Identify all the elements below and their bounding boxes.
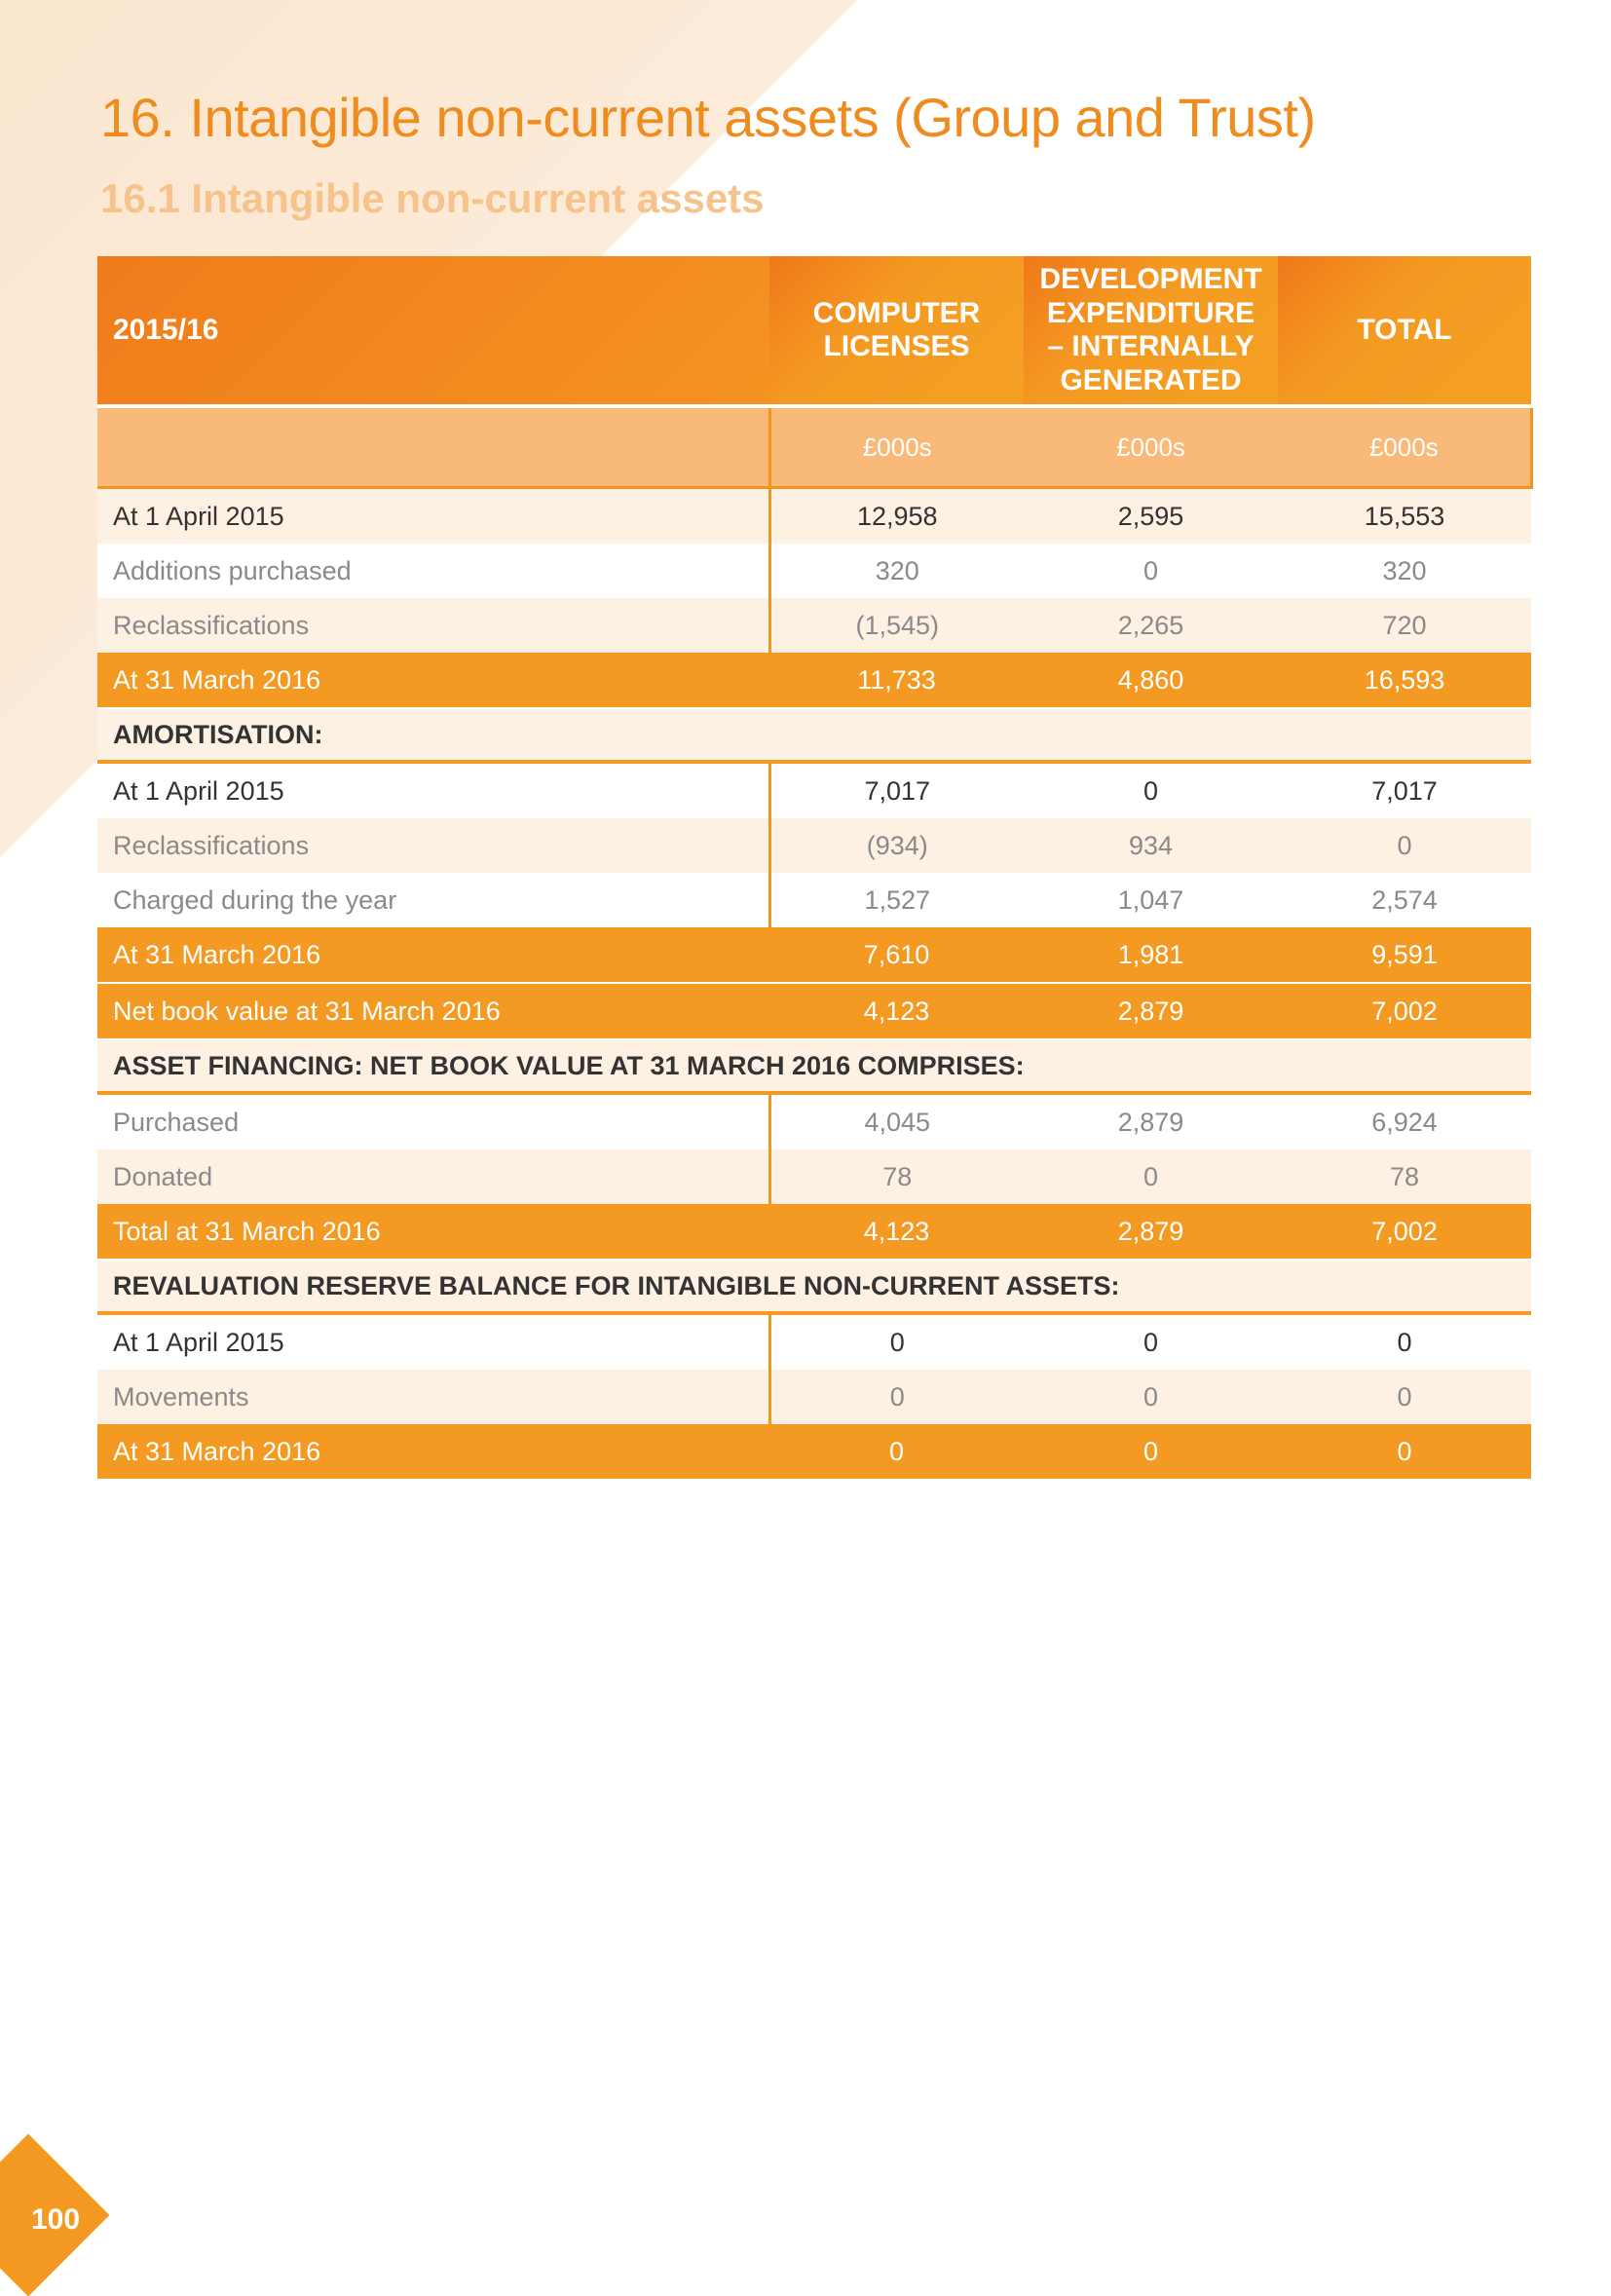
- cell-development: 4,860: [1024, 653, 1278, 708]
- cell-total: 9,591: [1278, 927, 1531, 983]
- cell-total: 7,002: [1278, 983, 1531, 1039]
- cell-development: 0: [1024, 762, 1278, 818]
- cell-development: 934: [1024, 818, 1278, 873]
- cell-total: 0: [1278, 818, 1531, 873]
- cell-development: 2,879: [1024, 1204, 1278, 1260]
- cell-computer-licenses: 4,123: [769, 1204, 1024, 1260]
- table-row: [97, 598, 1531, 653]
- row-label: At 1 April 2015: [97, 762, 769, 818]
- section-heading-revaluation-reserve: REVALUATION RESERVE BALANCE FOR INTANGIBLE NON-CURRENT ASSETS:: [97, 1260, 1531, 1313]
- cell-development: 1,981: [1024, 927, 1278, 983]
- cell-development: 1,047: [1024, 873, 1278, 927]
- cell-computer-licenses: (934): [769, 818, 1024, 873]
- row-label: At 1 April 2015: [97, 488, 769, 545]
- cell-total: 15,553: [1278, 488, 1531, 545]
- cell-total: 320: [1278, 544, 1531, 598]
- cell-total: 78: [1278, 1149, 1531, 1204]
- cell-total: 6,924: [1278, 1093, 1531, 1149]
- section-heading-amortisation: AMORTISATION:: [97, 708, 1531, 762]
- page-number: 100: [31, 2203, 81, 2236]
- cell-computer-licenses: (1,545): [769, 598, 1024, 653]
- row-label: Reclassifications: [97, 598, 769, 653]
- subtotal-row: [97, 653, 1531, 708]
- section-heading-row: [97, 1260, 1531, 1313]
- cell-development: 0: [1024, 1370, 1278, 1424]
- cell-computer-licenses: 78: [769, 1149, 1024, 1204]
- cell-computer-licenses: 0: [769, 1424, 1024, 1480]
- row-label: Additions purchased: [97, 544, 769, 598]
- table-row: [97, 818, 1531, 873]
- cell-total: 7,002: [1278, 1204, 1531, 1260]
- cell-computer-licenses: 0: [769, 1370, 1024, 1424]
- table-row: [97, 1370, 1531, 1424]
- cell-total: 0: [1278, 1313, 1531, 1370]
- cell-computer-licenses: 7,017: [769, 762, 1024, 818]
- cell-development: 0: [1024, 1149, 1278, 1204]
- table-row: [97, 873, 1531, 927]
- cell-computer-licenses: 4,045: [769, 1093, 1024, 1149]
- section-heading-row: [97, 1039, 1531, 1093]
- row-label: Donated: [97, 1149, 769, 1204]
- development-expenditure-header: DEVELOPMENT EXPENDITURE – INTERNALLY GENERATED: [1024, 256, 1278, 406]
- row-label: Net book value at 31 March 2016: [97, 983, 769, 1039]
- row-label: At 31 March 2016: [97, 1424, 769, 1480]
- units-row: [97, 406, 1531, 488]
- cell-total: 2,574: [1278, 873, 1531, 927]
- cell-total: 720: [1278, 598, 1531, 653]
- cell-development: 2,265: [1024, 598, 1278, 653]
- computer-licenses-header: COMPUTER LICENSES: [769, 256, 1024, 406]
- row-label: Purchased: [97, 1093, 769, 1149]
- row-label: At 1 April 2015: [97, 1313, 769, 1370]
- cell-total: 0: [1278, 1424, 1531, 1480]
- row-label: At 31 March 2016: [97, 927, 769, 983]
- subtotal-row: [97, 927, 1531, 983]
- total-header: TOTAL: [1278, 256, 1531, 406]
- row-label: Total at 31 March 2016: [97, 1204, 769, 1260]
- cell-computer-licenses: 4,123: [769, 983, 1024, 1039]
- cell-development: 2,879: [1024, 1093, 1278, 1149]
- page-title: 16. Intangible non-current assets (Group and Trust): [100, 87, 1316, 148]
- cell-computer-licenses: 0: [769, 1313, 1024, 1370]
- cell-total: 16,593: [1278, 653, 1531, 708]
- table-row: [97, 1313, 1531, 1370]
- subtotal-row: [97, 1204, 1531, 1260]
- table-row: [97, 544, 1531, 598]
- table-row: [97, 1149, 1531, 1204]
- units-row-blank: [97, 406, 769, 488]
- cell-total: 7,017: [1278, 762, 1531, 818]
- cell-computer-licenses: 7,610: [769, 927, 1024, 983]
- table-header-row: [97, 256, 1531, 406]
- table-row: [97, 762, 1531, 818]
- cell-development: 2,879: [1024, 983, 1278, 1039]
- cell-development: 0: [1024, 1313, 1278, 1370]
- cell-computer-licenses: 320: [769, 544, 1024, 598]
- cell-development: 0: [1024, 1424, 1278, 1480]
- table-row: [97, 1093, 1531, 1149]
- cell-computer-licenses: 1,527: [769, 873, 1024, 927]
- cell-total: 0: [1278, 1370, 1531, 1424]
- section-subtitle: 16.1 Intangible non-current assets: [100, 175, 765, 221]
- unit-label: £000s: [1024, 406, 1278, 488]
- row-label: At 31 March 2016: [97, 653, 769, 708]
- section-heading-asset-financing: ASSET FINANCING: NET BOOK VALUE AT 31 MARCH 2016 COMPRISES:: [97, 1039, 1531, 1093]
- table-row: [97, 488, 1531, 545]
- cell-development: 2,595: [1024, 488, 1278, 545]
- section-heading-row: [97, 708, 1531, 762]
- row-label: Charged during the year: [97, 873, 769, 927]
- unit-label: £000s: [1278, 406, 1531, 488]
- cell-computer-licenses: 12,958: [769, 488, 1024, 545]
- unit-label: £000s: [769, 406, 1024, 488]
- year-header: 2015/16: [97, 256, 769, 406]
- subtotal-row: [97, 983, 1531, 1039]
- cell-development: 0: [1024, 544, 1278, 598]
- row-label: Reclassifications: [97, 818, 769, 873]
- intangible-assets-table: [97, 256, 1533, 1481]
- cell-computer-licenses: 11,733: [769, 653, 1024, 708]
- row-label: Movements: [97, 1370, 769, 1424]
- subtotal-row: [97, 1424, 1531, 1480]
